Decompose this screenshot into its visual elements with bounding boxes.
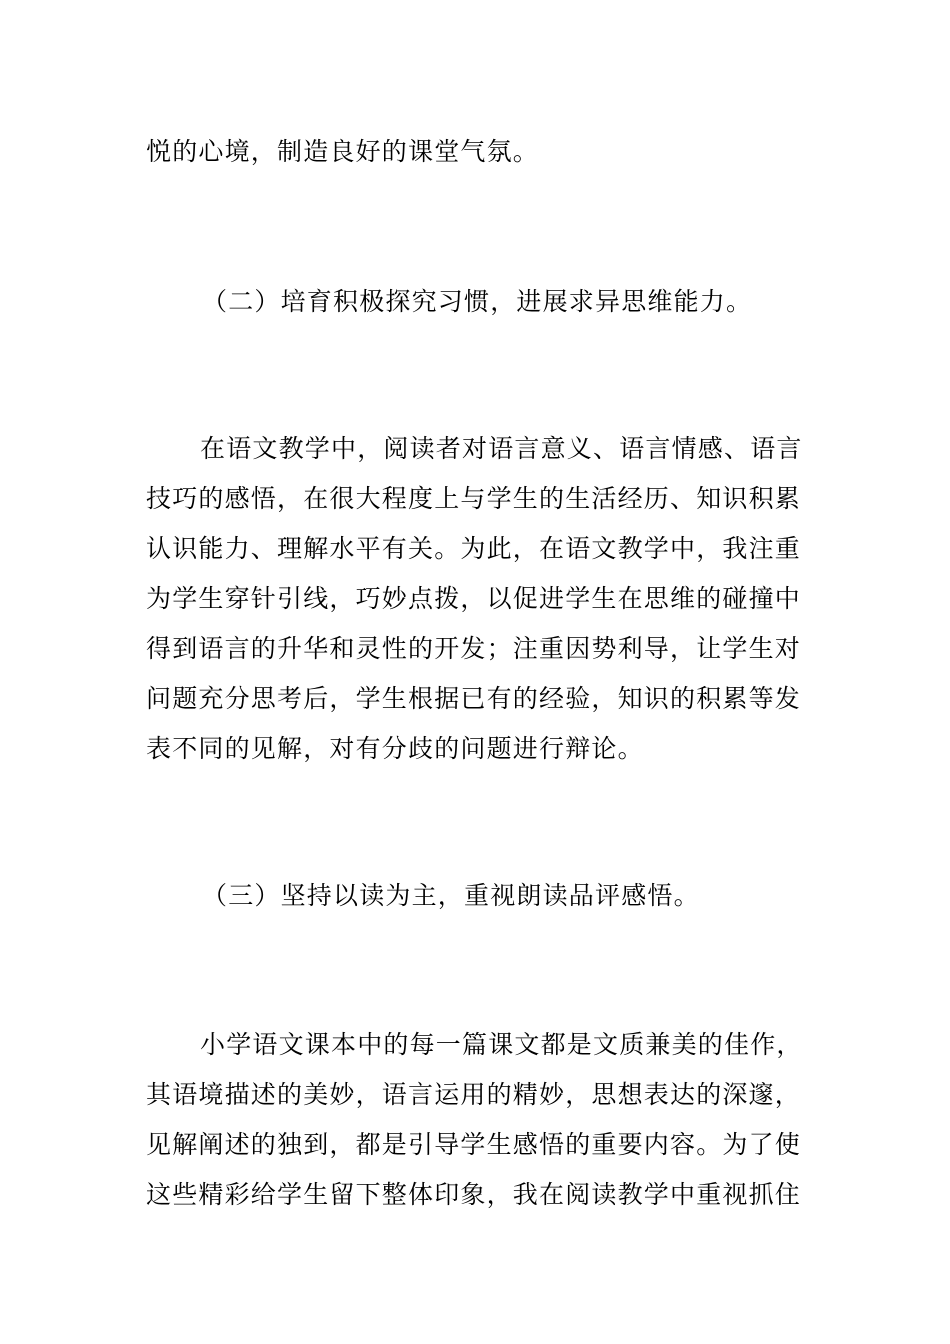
section-2-line-3: 认识能力、理解水平有关。为此，在语文教学中，我注重 (146, 534, 802, 563)
section-3-line-4: 这些精彩给学生留下整体印象，我在阅读教学中重视抓住 (146, 1180, 802, 1209)
section-2-line-1: 在语文教学中，阅读者对语言意义、语言情感、语言 (200, 434, 803, 463)
section-2-line-4: 为学生穿针引线，巧妙点拨，以促进学生在思维的碰撞中 (146, 584, 802, 613)
section-2-line-6: 问题充分思考后，学生根据已有的经验，知识的积累等发 (146, 684, 802, 713)
section-2-line-2: 技巧的感悟，在很大程度上与学生的生活经历、知识积累 (146, 484, 802, 513)
paragraph-fragment-line: 悦的心境，制造良好的课堂气氛。 (146, 137, 540, 166)
section-3-line-3: 见解阐述的独到，都是引导学生感悟的重要内容。为了使 (146, 1130, 802, 1159)
section-3-line-1: 小学语文课本中的每一篇课文都是文质兼美的佳作， (200, 1030, 803, 1059)
section-3-line-2: 其语境描述的美妙，语言运用的精妙，思想表达的深邃， (146, 1080, 802, 1109)
section-2-line-5: 得到语言的升华和灵性的开发；注重因势利导，让学生对 (146, 634, 802, 663)
section-2-heading: （二）培育积极探究习惯，进展求异思维能力。 (202, 287, 753, 316)
section-3-heading: （三）坚持以读为主，重视朗读品评感悟。 (202, 881, 700, 910)
section-2-line-7: 表不同的见解，对有分歧的问题进行辩论。 (146, 734, 644, 763)
